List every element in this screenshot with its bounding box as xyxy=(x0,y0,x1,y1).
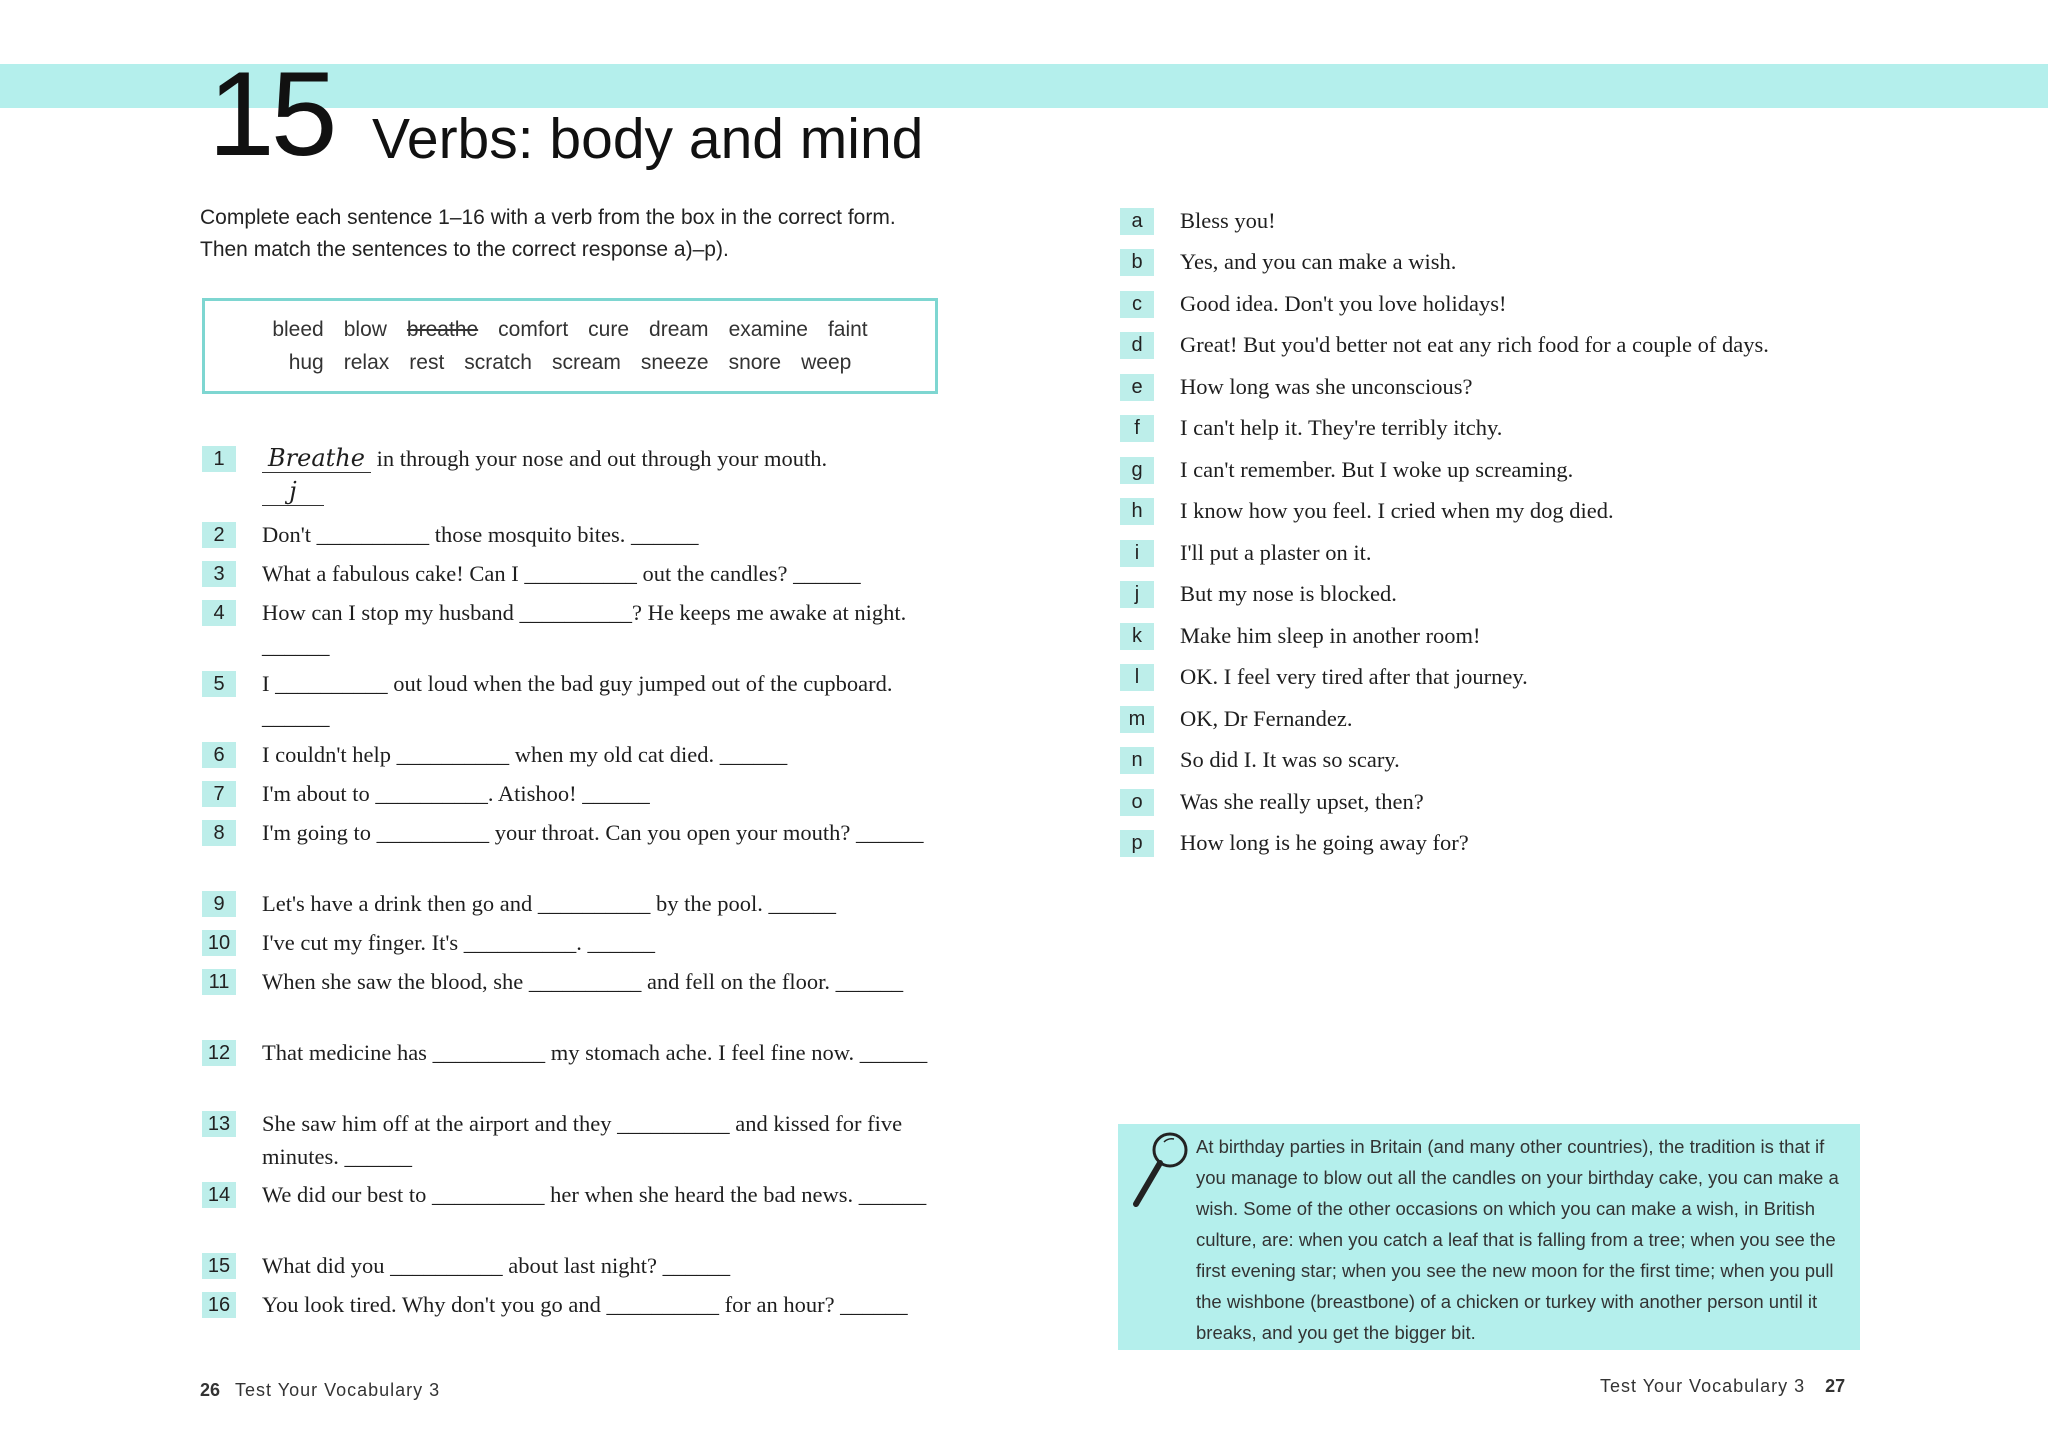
response-text: Yes, and you can make a wish. xyxy=(1180,249,1457,274)
response-text: Make him sleep in another room! xyxy=(1180,623,1481,648)
response-text: I can't remember. But I woke up screaming. xyxy=(1180,457,1574,482)
response-text: How long was she unconscious? xyxy=(1180,374,1473,399)
word: faint xyxy=(827,318,868,341)
magnifying-glass-icon xyxy=(1126,1126,1196,1216)
question-number: 6 xyxy=(202,742,236,768)
question-number: 12 xyxy=(202,1040,236,1066)
question-number: 2 xyxy=(202,522,236,548)
question-number: 5 xyxy=(202,671,236,697)
question-text: Let's have a drink then go and __________ by the pool. ______ xyxy=(262,891,836,916)
footer-left xyxy=(200,1378,440,1402)
question-number: 4 xyxy=(202,600,236,626)
word: sneeze xyxy=(640,351,709,374)
response-letter: k xyxy=(1120,623,1154,650)
word: weep xyxy=(801,351,852,374)
question-text: We did our best to __________ her when she heard the bad news. ______ xyxy=(262,1182,927,1207)
page-number-right: 27 xyxy=(1825,1376,1846,1396)
response-letter: e xyxy=(1120,374,1154,401)
response-item xyxy=(1120,411,1960,445)
response-item xyxy=(1120,826,1960,860)
question-text: I'm going to __________ your throat. Can you open your mouth? ______ xyxy=(262,820,924,845)
question-text: When she saw the blood, she __________ and fell on the floor. ______ xyxy=(262,969,904,994)
response-item xyxy=(1120,245,1960,279)
response-text: So did I. It was so scary. xyxy=(1180,747,1400,772)
question-sentence: in through your nose and out through your mouth. xyxy=(376,446,828,471)
word: bleed xyxy=(272,318,324,341)
question-text: How can I stop my husband __________? He keeps me awake at night. ______ xyxy=(262,600,907,658)
unit-number: 15 xyxy=(208,47,334,181)
response-text: Was she really upset, then? xyxy=(1180,789,1424,814)
question-number: 15 xyxy=(202,1253,236,1279)
response-letter: p xyxy=(1120,830,1154,857)
instruction-line: Then match the sentences to the correct response a)–p). xyxy=(200,238,729,261)
question-text: That medicine has __________ my stomach ache. I feel fine now. ______ xyxy=(262,1040,928,1065)
instruction-line: Complete each sentence 1–16 with a verb from the box in the correct form. xyxy=(200,206,896,229)
culture-note xyxy=(1118,1124,1860,1350)
response-letter: h xyxy=(1120,498,1154,525)
question-text: You look tired. Why don't you go and __________ for an hour? ______ xyxy=(262,1292,908,1317)
question-number: 10 xyxy=(202,930,236,956)
response-item xyxy=(1120,494,1960,528)
question-text: I couldn't help __________ when my old cat died. ______ xyxy=(262,742,788,767)
culture-note-text: At birthday parties in Britain (and many other countries), the tradition is that if you manage to blow out all the candles on your birthday cake, you can make a wish. Some of the other occasions on which you can make a wish, in British culture, are: when you catch a leaf that is falling from a tree; when you see the first evening star; when you see the new moon for the first time; when you pull the wishbone (breastbone) of a chicken or turkey with another person until it breaks, and you get the bigger bit. xyxy=(1196,1136,1839,1343)
word: comfort xyxy=(498,318,569,341)
handwritten-answer: Breathe xyxy=(262,444,371,473)
word: relax xyxy=(343,351,390,374)
question-number: 8 xyxy=(202,820,236,846)
page-title: Verbs: body and mind xyxy=(372,107,924,171)
question-text: I'm about to __________. Atishoo! ______ xyxy=(262,781,650,806)
response-text: OK. I feel very tired after that journey. xyxy=(1180,664,1528,689)
word: scratch xyxy=(464,351,532,374)
word-box xyxy=(202,298,938,394)
footer-right xyxy=(1600,1374,1845,1398)
response-letter: m xyxy=(1120,706,1154,733)
response-item xyxy=(1120,702,1960,736)
word: snore xyxy=(728,351,782,374)
response-item xyxy=(1120,204,1960,238)
response-letter: i xyxy=(1120,540,1154,567)
response-item xyxy=(1120,536,1960,570)
book-title-left: Test Your Vocabulary 3 xyxy=(235,1380,441,1400)
response-letter: c xyxy=(1120,291,1154,318)
response-item xyxy=(1120,328,1960,362)
question-number: 11 xyxy=(202,969,236,995)
response-letter: a xyxy=(1120,208,1154,235)
response-item xyxy=(1120,619,1960,653)
word-box-row xyxy=(289,346,852,379)
response-letter: l xyxy=(1120,664,1154,691)
question-number: 1 xyxy=(202,446,236,472)
response-item xyxy=(1120,287,1960,321)
question-number: 7 xyxy=(202,781,236,807)
book-title-right: Test Your Vocabulary 3 xyxy=(1600,1376,1806,1396)
response-item xyxy=(1120,453,1960,487)
word-box-row xyxy=(272,313,867,346)
question-text: What a fabulous cake! Can I __________ out the candles? ______ xyxy=(262,561,861,586)
response-item xyxy=(1120,743,1960,777)
question-number: 14 xyxy=(202,1182,236,1208)
response-text: How long is he going away for? xyxy=(1180,830,1469,855)
word: hug xyxy=(288,351,324,374)
response-text: I'll put a plaster on it. xyxy=(1180,540,1372,565)
question-text: What did you __________ about last night? ______ xyxy=(262,1253,731,1278)
response-item xyxy=(1120,370,1960,404)
word-used: breathe xyxy=(406,318,479,341)
word: examine xyxy=(728,318,808,341)
response-text: But my nose is blocked. xyxy=(1180,581,1397,606)
response-text: I know how you feel. I cried when my dog died. xyxy=(1180,498,1614,523)
response-letter: n xyxy=(1120,747,1154,774)
question-text xyxy=(262,442,962,508)
response-item xyxy=(1120,785,1960,819)
response-letter: d xyxy=(1120,332,1154,359)
response-item xyxy=(1120,577,1960,611)
response-letter: f xyxy=(1120,415,1154,442)
question-number: 3 xyxy=(202,561,236,587)
response-letter: b xyxy=(1120,249,1154,276)
question-text: Don't __________ those mosquito bites. ______ xyxy=(262,522,699,547)
word: scream xyxy=(551,351,621,374)
question-number: 9 xyxy=(202,891,236,917)
word: rest xyxy=(409,351,445,374)
word: dream xyxy=(649,318,709,341)
question-number: 16 xyxy=(202,1292,236,1318)
response-text: I can't help it. They're terribly itchy. xyxy=(1180,415,1503,440)
response-text: OK, Dr Fernandez. xyxy=(1180,706,1353,731)
response-text: Great! But you'd better not eat any rich food for a couple of days. xyxy=(1180,332,1769,357)
handwritten-letter: j xyxy=(262,477,324,506)
response-letter: g xyxy=(1120,457,1154,484)
response-letter: o xyxy=(1120,789,1154,816)
page-number-left: 26 xyxy=(200,1380,221,1400)
question-text: I've cut my finger. It's __________. ______ xyxy=(262,930,656,955)
word: blow xyxy=(343,318,387,341)
instructions xyxy=(200,202,896,266)
response-item xyxy=(1120,660,1960,694)
word: cure xyxy=(588,318,630,341)
question-text: I __________ out loud when the bad guy jumped out of the cupboard. ______ xyxy=(262,671,893,729)
response-letter: j xyxy=(1120,581,1154,608)
response-text: Bless you! xyxy=(1180,208,1276,233)
question-text: She saw him off at the airport and they __________ and kissed for five minutes. ______ xyxy=(262,1111,903,1169)
question-number: 13 xyxy=(202,1111,236,1137)
response-text: Good idea. Don't you love holidays! xyxy=(1180,291,1507,316)
